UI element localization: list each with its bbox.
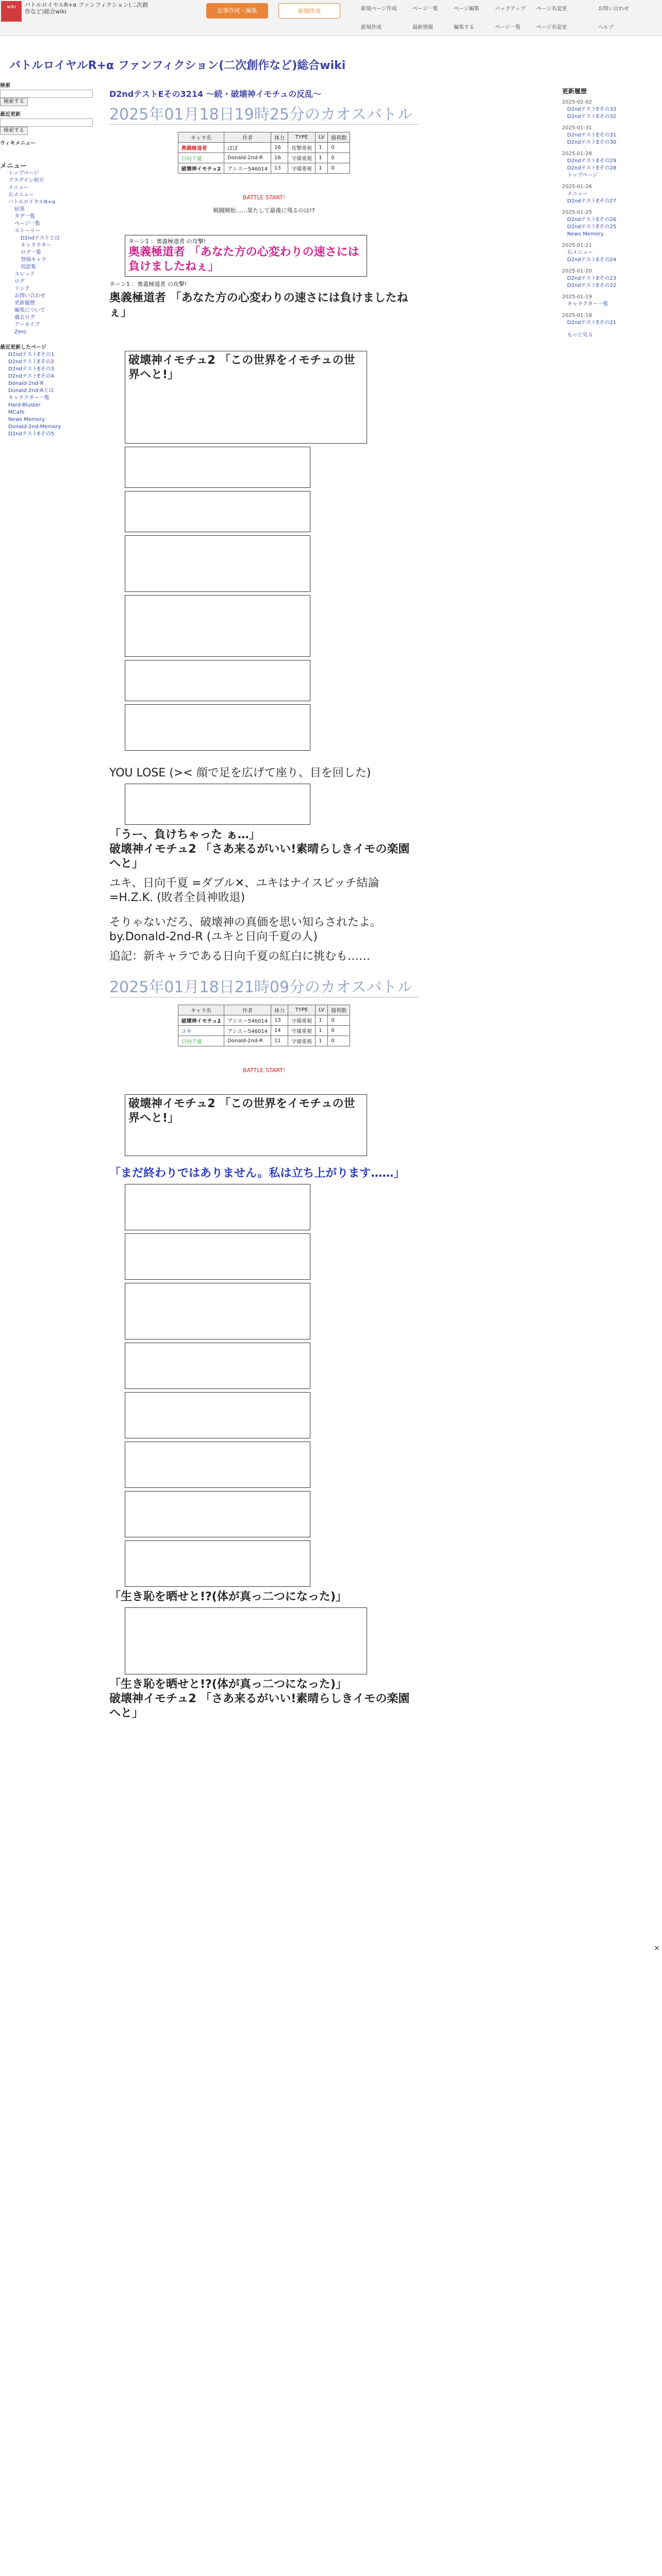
menu-item[interactable]: メニュー xyxy=(8,185,29,191)
cell: 13 xyxy=(271,163,288,174)
menu-item[interactable]: トップページ xyxy=(8,171,39,176)
history-date: 2025-01-25 xyxy=(562,210,592,215)
recent-item[interactable]: Donald-2nd-Memory xyxy=(8,424,61,430)
wiki-menu-heading: ウィキメニュー xyxy=(0,141,36,146)
search-input[interactable] xyxy=(0,90,93,98)
site-name-line-1: バトルロイヤルR+α ファンフィクション(二次創 xyxy=(25,2,148,8)
history-link[interactable]: D2ndテストEその27 xyxy=(567,198,617,204)
section-heading-1: 2025年01月18日19時25分のカオスバトル xyxy=(109,101,419,125)
menu-item[interactable]: ログ xyxy=(14,279,25,284)
edit-pill-button[interactable]: 記事作成・編集 xyxy=(206,3,268,19)
cell: 16 xyxy=(271,153,288,163)
nav2-list[interactable]: ページ一覧 xyxy=(495,25,521,30)
search-label: 検索 xyxy=(0,83,10,89)
battle-speech: 奥義極道者 「あなた方の心変わりの速さには負けましたねぇ」 xyxy=(128,246,359,273)
recent-item[interactable]: MCafe xyxy=(8,410,25,415)
cell: 守備重視 xyxy=(288,1026,316,1036)
menu-item[interactable]: D2ndテストとは xyxy=(21,235,60,241)
menu-item[interactable]: バトルロイヤルR+α xyxy=(8,199,56,205)
cell: 0 xyxy=(328,1015,350,1026)
menu-list xyxy=(0,170,103,336)
participants-table-1 xyxy=(178,132,351,174)
menu-item[interactable]: タグ一覧 xyxy=(14,214,35,219)
menu-item[interactable]: スレッド xyxy=(14,272,35,277)
history-date: 2025-01-18 xyxy=(562,313,592,318)
th: 勝利数 xyxy=(328,1005,350,1015)
cell[interactable]: 破壊神イモチュ2 xyxy=(178,163,224,174)
recent-item[interactable]: D2ndテストEその4 xyxy=(8,374,55,379)
main-content xyxy=(109,88,419,1721)
nav-backup[interactable]: バックアップ xyxy=(495,6,526,12)
th: TYPE xyxy=(288,132,316,143)
th: LV xyxy=(316,132,328,143)
history-link[interactable]: D2ndテストEその28 xyxy=(567,165,617,171)
speech-large: 破壊神イモチュ2 「さあ来るがいい!素晴らしきイモの楽園へと」 xyxy=(109,1692,410,1720)
th: LV xyxy=(316,1005,328,1015)
speech-large: 奥義極道者 「あなた方の心変わりの速さには負けましたねぇ」 xyxy=(109,292,408,319)
cell: 1 xyxy=(316,1026,328,1036)
nav2-rename[interactable]: ページ名変更 xyxy=(536,25,567,30)
cell: ぽぽ xyxy=(224,143,271,153)
history-date: 2025-01-21 xyxy=(562,243,592,248)
article-title: D2ndテストEその3214 〜続・破壊神イモチュの反乱〜 xyxy=(109,89,322,99)
menu-item[interactable]: Zero xyxy=(14,329,27,335)
history-link[interactable]: D2ndテストEその32 xyxy=(567,114,617,120)
menu-item[interactable]: キャラクター xyxy=(21,243,52,248)
cell: 0 xyxy=(328,143,350,153)
recent-item[interactable]: Hard-Bluster xyxy=(8,402,41,408)
battle-start-2: BATTLE START! xyxy=(242,1067,286,1074)
history-date: 2025-01-19 xyxy=(562,294,592,300)
menu-item[interactable]: 更新履歴 xyxy=(14,300,35,306)
battle-box xyxy=(125,491,310,532)
battle-line: ターン1 ：奥義極道者 の攻撃! xyxy=(128,238,206,245)
nav2-latest[interactable]: 最新情報 xyxy=(412,25,433,30)
menu-item[interactable]: アーカイブ xyxy=(14,322,40,328)
nav-contact[interactable]: お問い合わせ xyxy=(598,6,629,12)
menu-item[interactable]: 右メニュー xyxy=(8,192,34,198)
th: キャラ名 xyxy=(178,132,224,143)
cell: 16 xyxy=(271,143,288,153)
cell[interactable]: ユキ xyxy=(178,1026,224,1036)
top-bar xyxy=(0,0,662,36)
recent-item[interactable]: D2ndテストEその1 xyxy=(8,352,55,358)
history-link[interactable]: 右メニュー xyxy=(567,250,593,256)
site-title[interactable]: バトルロイヤルR+α ファンフィクション(二次創作など)総合wiki xyxy=(9,59,346,72)
battle-speech: 破壊神イモチュ2 「この世界をイモチュの世界へと!」 xyxy=(128,1097,355,1125)
cell: 守備重視 xyxy=(288,1015,316,1026)
cell: Donald-2nd-R xyxy=(224,153,271,163)
battle-start: BATTLE START! xyxy=(242,194,286,201)
cell: 14 xyxy=(271,1026,288,1036)
participants-table-2 xyxy=(178,1005,351,1046)
menu-item[interactable]: 登場キャラ xyxy=(21,257,46,263)
site-name-line-2: 作など)総合wiki xyxy=(25,8,67,15)
cell[interactable]: 日向千夏 xyxy=(178,153,224,163)
cell: 守備重視 xyxy=(288,163,316,174)
battle-box xyxy=(125,1283,310,1340)
menu-item[interactable]: 編集について xyxy=(14,308,45,313)
search-button[interactable]: 検索する xyxy=(0,98,28,106)
history-link[interactable]: D2ndテストEその25 xyxy=(567,224,617,230)
history-link[interactable]: D2ndテストEその24 xyxy=(567,257,617,263)
menu-heading: メニュー xyxy=(0,162,27,170)
recent-item[interactable]: D2ndテストEその2 xyxy=(8,359,55,365)
history-date: 2025-01-26 xyxy=(562,184,592,190)
recent-item[interactable]: Donald-2nd-R xyxy=(8,381,44,386)
history-link[interactable]: D2ndテストEその33 xyxy=(567,107,617,112)
result-summary: ユキ、日向千夏 =ダブル✕、ユキはナイスビッチ結論=H.Z.K. (敗者全員神敗退) xyxy=(109,877,379,904)
cell: アシエー546014 xyxy=(224,163,271,174)
cell: 1 xyxy=(316,163,328,174)
nav2-help[interactable]: ヘルプ xyxy=(598,25,614,30)
menu-item[interactable]: ページ一覧 xyxy=(14,221,40,227)
history-link[interactable]: D2ndテストEその30 xyxy=(567,140,617,145)
menu-item[interactable]: リンク xyxy=(14,286,30,292)
history-link[interactable]: キャラクター一覧 xyxy=(567,301,608,307)
th: キャラ名 xyxy=(178,1005,224,1015)
comment: そりゃないだろ、破壊神の真価を思い知らされたよ。by.Donald-2nd-R (ユキと日向千夏の人) xyxy=(109,916,382,943)
search2-button[interactable]: 検索する xyxy=(0,127,28,135)
battle-box xyxy=(125,1343,310,1389)
battle-box xyxy=(125,660,310,701)
battle-box xyxy=(125,595,310,657)
battle-box xyxy=(125,784,310,825)
cell: 11 xyxy=(271,1036,288,1046)
history-link[interactable]: D2ndテストEその29 xyxy=(567,158,617,164)
speech-large: 「うー、負けちゃった ぁ…」 xyxy=(109,828,260,841)
cell[interactable]: 日向千夏 xyxy=(178,1036,224,1046)
recent-item[interactable]: D2ndテストEその3 xyxy=(8,366,55,372)
table-row xyxy=(178,1036,350,1046)
cell: 1 xyxy=(316,153,328,163)
cell: 1 xyxy=(316,143,328,153)
menu-item[interactable]: ストーリー xyxy=(14,228,40,234)
th: 作者 xyxy=(224,132,271,143)
battle-box xyxy=(125,235,367,277)
th: TYPE xyxy=(288,1005,316,1015)
history-link[interactable]: D2ndテストEその22 xyxy=(567,283,617,289)
speech-large: 「生き恥を晒せと!?(体が真っ二つになった)」 xyxy=(109,1590,347,1603)
left-sidebar xyxy=(0,77,103,438)
battle-box xyxy=(125,447,310,488)
table-row xyxy=(178,153,350,163)
battle-box xyxy=(125,1607,367,1674)
th: 体力 xyxy=(271,132,288,143)
recent-item[interactable]: News Memory xyxy=(8,417,45,422)
battle-box xyxy=(125,1184,310,1230)
battle-box xyxy=(125,1540,310,1587)
battle-box xyxy=(125,704,310,751)
search2-label: 最近更新 xyxy=(0,112,21,117)
history-heading: 更新履歴 xyxy=(562,88,587,95)
table-row xyxy=(178,163,350,174)
speech-large: 破壊神イモチュ2 「さあ来るがいい!素晴らしきイモの楽園へと」 xyxy=(109,843,410,870)
nav-new-page[interactable]: 新規ページ作成 xyxy=(361,6,397,12)
right-sidebar xyxy=(562,88,660,339)
history-link[interactable]: D2ndテストEその31 xyxy=(567,132,617,138)
cell: 0 xyxy=(328,1026,350,1036)
th: 作者 xyxy=(224,1005,271,1015)
history-link[interactable]: D2ndテストEその21 xyxy=(567,320,617,326)
cell: Donald-2nd-R xyxy=(224,1036,271,1046)
history-date: 2025-01-20 xyxy=(562,268,592,274)
cell: 守備重視 xyxy=(288,1036,316,1046)
th: 勝利数 xyxy=(328,132,350,143)
recent-item[interactable]: D2ndテストEその5 xyxy=(8,431,55,437)
nav-page-edit[interactable]: ページ編集 xyxy=(454,6,479,12)
section-heading-2: 2025年01月18日21時09分のカオスバトル xyxy=(109,974,419,997)
cell: 守備重視 xyxy=(288,153,316,163)
history-link[interactable]: D2ndテストEその26 xyxy=(567,217,617,223)
history-link[interactable]: トップページ xyxy=(567,173,598,178)
nav-page-list[interactable]: ページ一覧 xyxy=(412,6,438,12)
menu-item[interactable]: 結果 xyxy=(14,207,25,212)
close-icon[interactable]: ✕ xyxy=(654,1944,660,1953)
battle-box xyxy=(125,1392,310,1438)
history-date: 2025-01-28 xyxy=(562,151,592,157)
history-link[interactable]: メニュー xyxy=(567,191,588,197)
cell: 1 xyxy=(316,1036,328,1046)
battle-speech: 破壊神イモチュ2 「この世界をイモチュの世界へと!」 xyxy=(128,354,355,381)
table-row xyxy=(178,1026,350,1036)
new-pill-button[interactable]: 新規作成 xyxy=(278,3,340,19)
cell: 0 xyxy=(328,163,350,174)
battle-box xyxy=(125,1491,310,1537)
search2-input[interactable] xyxy=(0,118,93,127)
table-row xyxy=(178,143,350,153)
postscript: 追記：新キャラである日向千夏の紅白に挑むも…… xyxy=(109,950,371,963)
battle-box xyxy=(125,351,367,444)
table-row xyxy=(178,1015,350,1026)
site-name[interactable] xyxy=(25,2,200,15)
site-logo[interactable]: wiki xyxy=(1,1,22,22)
history-link[interactable]: News Memory xyxy=(567,231,604,237)
cell: アシエー546014 xyxy=(224,1026,271,1036)
menu-item[interactable]: 過去ログ xyxy=(14,315,35,320)
cell: アシエー546014 xyxy=(224,1015,271,1026)
menu-item[interactable]: 用語集 xyxy=(21,264,36,270)
battle-intro: 戦闘開始……果たして最後に残るのは!? xyxy=(213,207,315,214)
history-date: 2025-01-31 xyxy=(562,125,592,131)
menu-item[interactable]: プラグイン紹介 xyxy=(8,178,44,183)
history-date: 2025-02-02 xyxy=(562,99,592,105)
battle-box xyxy=(125,1094,367,1156)
cell[interactable]: 破壊神イモチュ2 xyxy=(178,1015,224,1026)
cell: 攻撃重視 xyxy=(288,143,316,153)
cell: 1 xyxy=(316,1015,328,1026)
cell: 0 xyxy=(328,1036,350,1046)
history-link[interactable]: D2ndテストEその23 xyxy=(567,276,617,281)
you-lose-text: YOU LOSE (>< 顔で足を広げて座り、目を回した) xyxy=(109,767,371,779)
battle-box xyxy=(125,1442,310,1488)
recent-item[interactable]: Donald-2nd-Rとは xyxy=(8,388,54,394)
nav-rename[interactable]: ページ名変更 xyxy=(536,6,567,12)
th: 体力 xyxy=(271,1005,288,1015)
speech-large: 「まだ終わりではありません。私は立ち上がります……」 xyxy=(109,1167,405,1180)
recent-list xyxy=(0,351,103,438)
more-link[interactable]: もっと見る xyxy=(567,332,593,338)
nav2-edit[interactable]: 編集する xyxy=(454,25,474,30)
cell[interactable]: 奥義極道者 xyxy=(178,143,224,153)
menu-item[interactable]: お問い合わせ xyxy=(14,293,45,299)
cell: 13 xyxy=(271,1015,288,1026)
recent-item[interactable]: キャラクター一覧 xyxy=(8,395,49,401)
cell: 0 xyxy=(328,153,350,163)
menu-item[interactable]: ログ一覧 xyxy=(21,250,41,256)
status-line: ターン1 ：奥義極道者 の攻撃! xyxy=(109,281,187,287)
battle-box xyxy=(125,535,310,592)
nav2-new[interactable]: 新規作成 xyxy=(361,25,382,30)
battle-box xyxy=(125,1233,310,1280)
recent-heading: 最近更新したページ xyxy=(0,345,46,350)
speech-large: 「生き恥を晒せと!?(体が真っ二つになった)」 xyxy=(109,1678,347,1691)
